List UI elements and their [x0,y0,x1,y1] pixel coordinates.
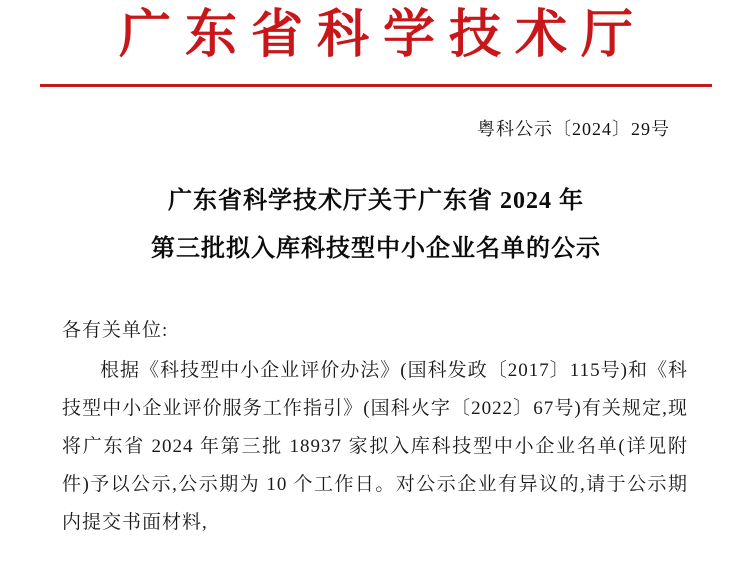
page-title-line-1: 广东省科学技术厅关于广东省 2024 年 [168,187,584,214]
salutation: 各有关单位: [62,319,169,341]
body-paragraph-1: 根据《科技型中小企业评价办法》(国科发政〔2017〕115号)和《科技型中小企业评价服务工作指引》(国科火字〔2022〕67号)有关规定,现将广东省 2024 年第三批 18937 家拟入库科技型中小企业名单(详见附件)予以公示,公示期为 10 个工作日。对公示企业有异议的,请于公示期内提交书面材料, [62,359,688,533]
red-divider-rule [40,84,712,87]
masthead [40,0,712,87]
page-title-line-2: 第三批拟入库科技型中小企业名单的公示 [151,235,601,262]
page-title [40,177,712,273]
body-text [40,352,712,542]
document-number: 粤科公示〔2024〕29号 [477,118,670,139]
masthead-title: 广东省科学技术厅 [118,7,647,64]
